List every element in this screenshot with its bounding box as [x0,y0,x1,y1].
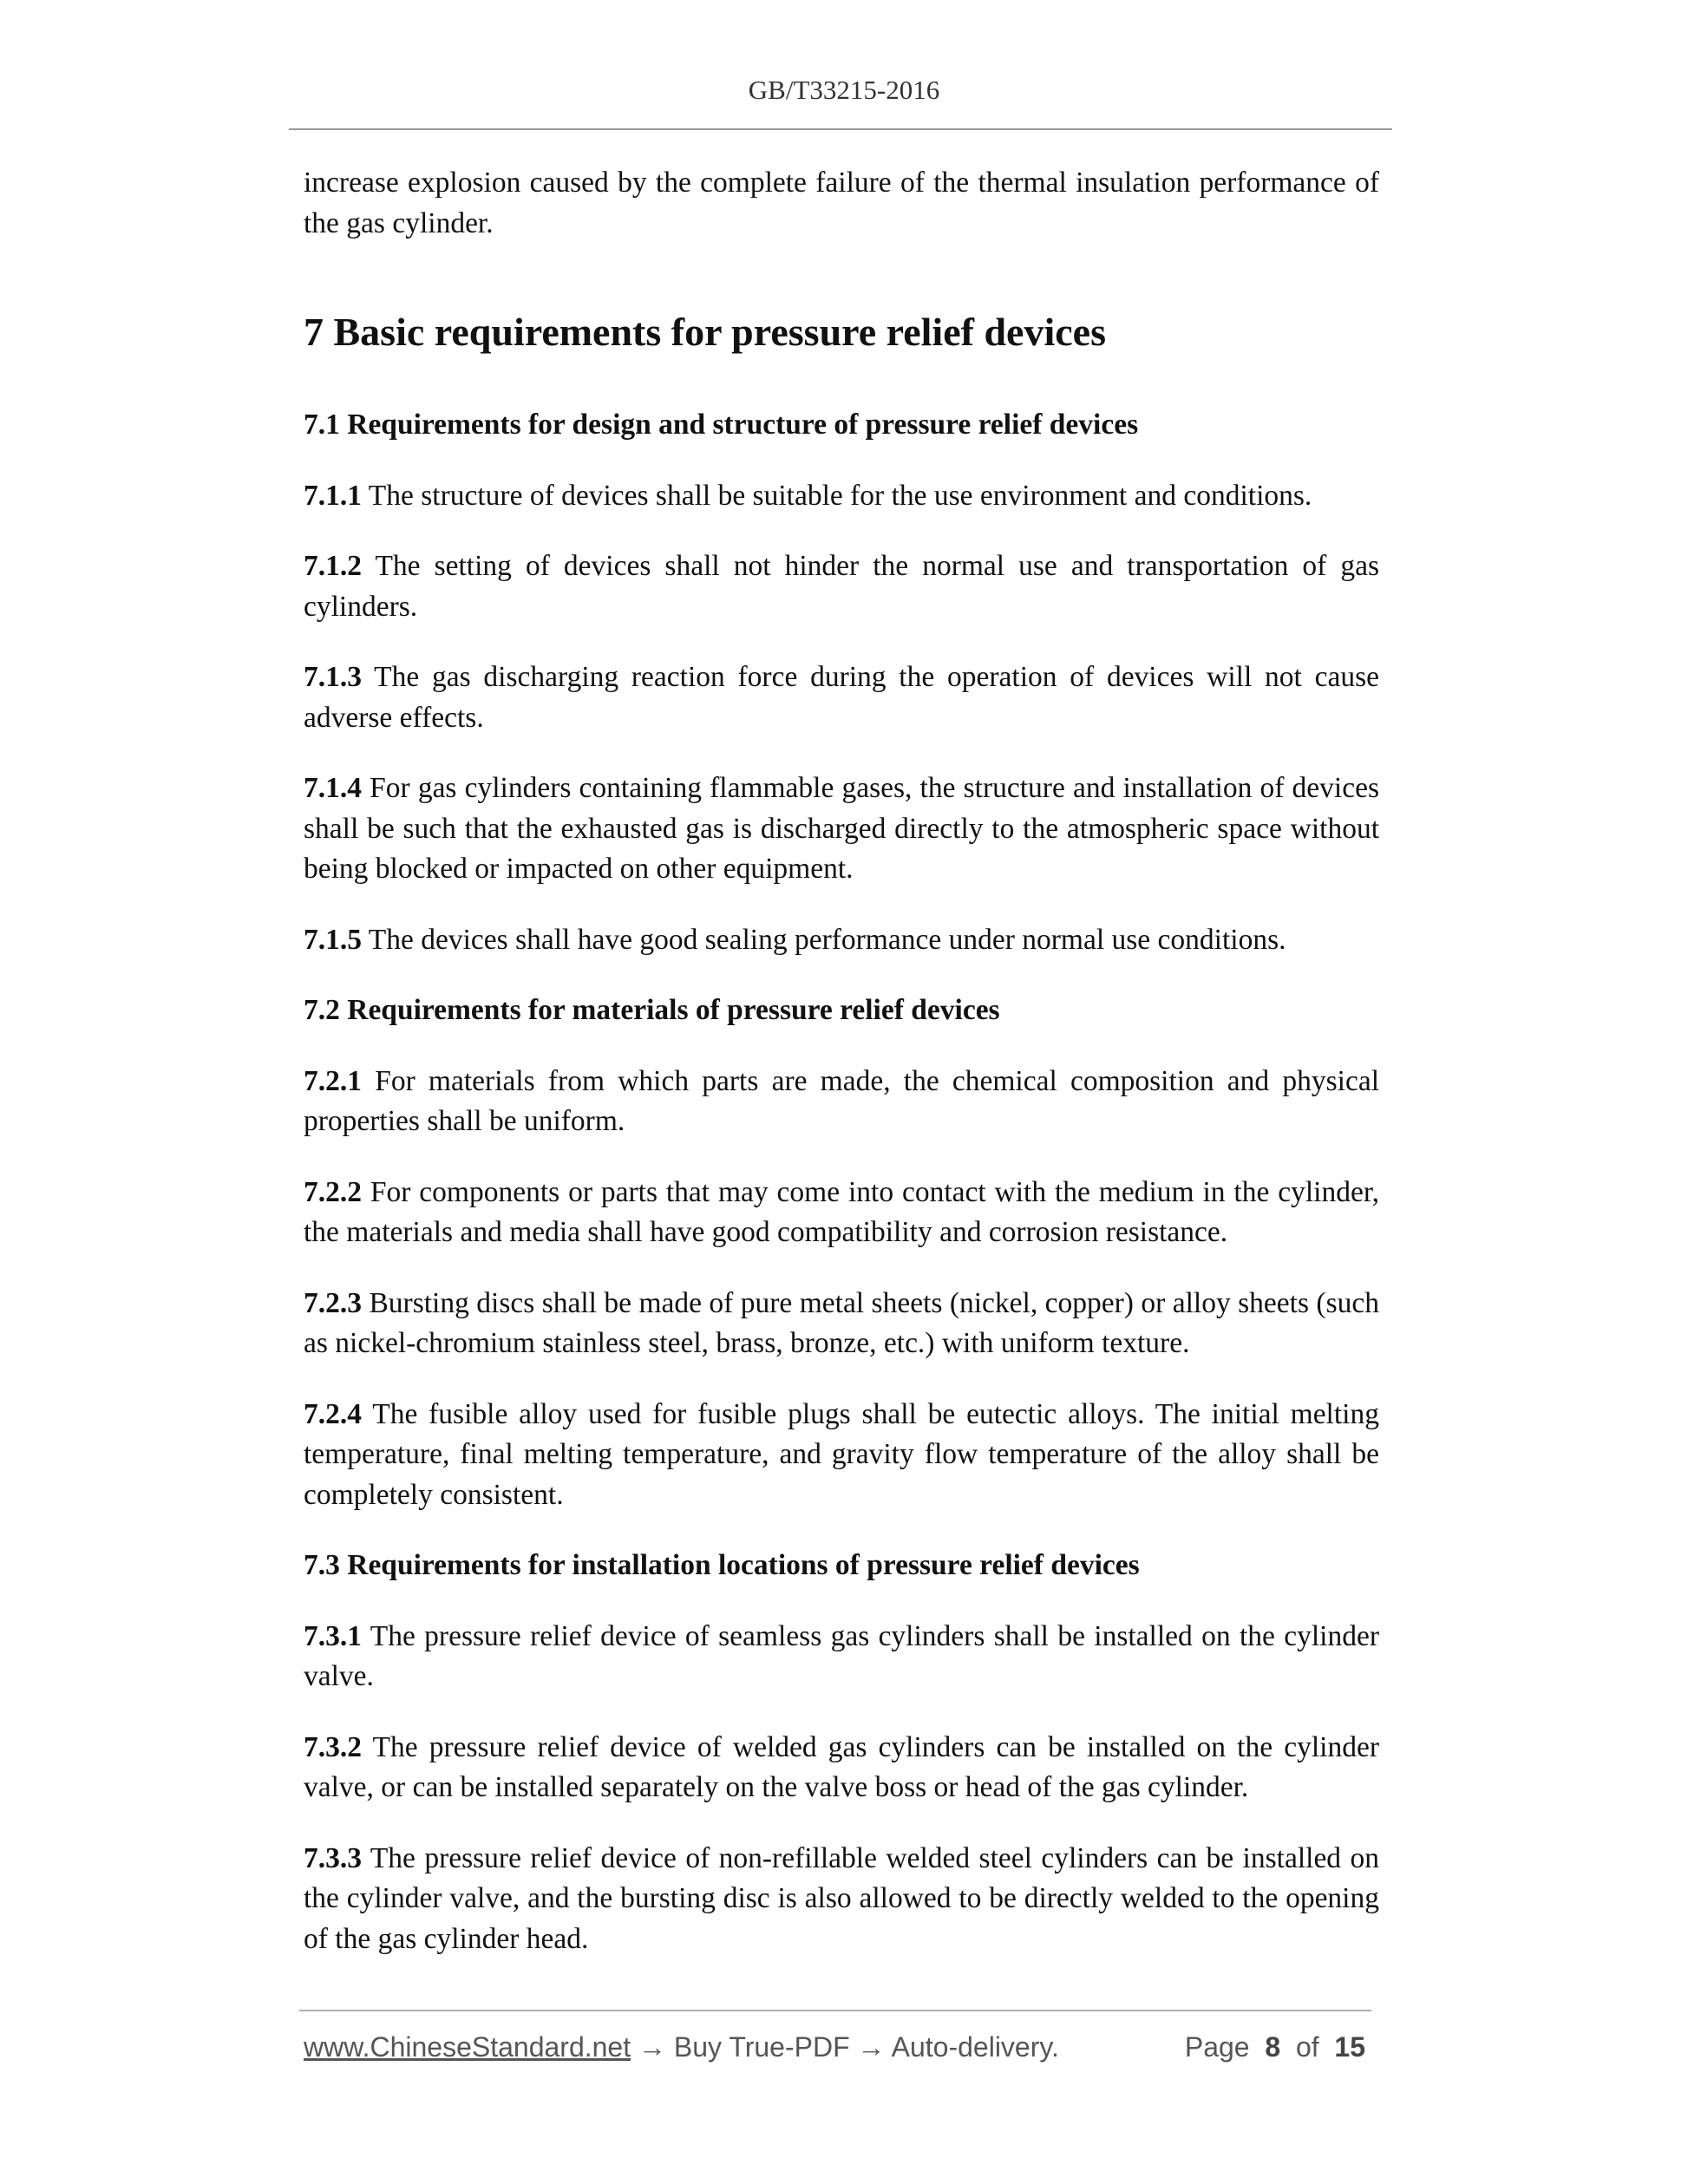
page-total: 15 [1334,2031,1365,2063]
clause-7-2-3 [304,1284,1379,1364]
clause-7-2-2 [304,1173,1379,1253]
clause-number: 7.2.3 [304,1286,362,1319]
footer-divider [299,2010,1371,2011]
clause-number: 7.1.4 [304,772,362,804]
clause-7-1-1 [304,476,1379,517]
clause-text: For components or parts that may come into contact with the medium in the cylinder, the materials and media shall have good compatibility and corrosion resistance. [304,1175,1380,1248]
section-7-2-heading: 7.2 Requirements for materials of pressure relief devices [304,994,1000,1026]
clause-text: Bursting discs shall be made of pure metal sheets (nickel, copper) or alloy sheets (such as nickel-chromium stainless steel, brass, bronze, etc.) with uniform texture. [304,1286,1379,1359]
clause-number: 7.3.1 [304,1619,362,1652]
section-7-title: 7 Basic requirements for pressure relief devices [304,310,1106,354]
page-current: 8 [1265,2031,1281,2063]
clause-text: The pressure relief device of non-refillable welded steel cylinders can be installed on the cylinder valve, and the bursting disc is also allowed to be directly welded to the opening of the gas cylinder head. [304,1841,1379,1955]
header-divider [289,128,1392,130]
clause-number: 7.2.1 [304,1064,362,1097]
clause-7-2-1 [304,1062,1379,1142]
clause-text: The structure of devices shall be suitable for the use environment and conditions. [368,479,1312,512]
footer-tagline: → Buy True-PDF → Auto-delivery. [631,2031,1059,2063]
page-content [304,163,1379,1959]
clause-7-1-4 [304,768,1379,890]
clause-text: The fusible alloy used for fusible plugs shall be eutectic alloys. The initial melting temperature, final melting temperature, and gravity flow temperature of the alloy shall be completely consistent. [304,1397,1379,1511]
clause-7-3-2 [304,1728,1379,1808]
section-7-3-heading: 7.3 Requirements for installation locations of pressure relief devices [304,1549,1140,1581]
clause-number: 7.1.3 [304,661,362,693]
clause-7-1-3 [304,657,1379,738]
clause-text: The devices shall have good sealing performance under normal use conditions. [368,923,1286,956]
intro-paragraph: increase explosion caused by the complete failure of the thermal insulation performance of the gas cylinder. [304,167,1379,239]
clause-text: The pressure relief device of seamless gas cylinders shall be installed on the cylinder valve. [304,1619,1379,1692]
page-label: Page [1184,2031,1250,2063]
clause-7-3-3 [304,1839,1379,1960]
clause-number: 7.1.5 [304,923,362,956]
document-id-header: GB/T33215-2016 [748,75,940,105]
clause-number: 7.3.3 [304,1841,362,1874]
clause-7-2-4 [304,1395,1379,1516]
clause-number: 7.3.2 [304,1730,362,1763]
clause-number: 7.1.2 [304,550,362,582]
clause-text: For materials from which parts are made, the chemical composition and physical properties shall be uniform. [304,1064,1379,1137]
clause-number: 7.2.2 [304,1175,362,1208]
page-indicator [1185,2031,1365,2063]
section-7-1-heading: 7.1 Requirements for design and structure of pressure relief devices [304,409,1139,441]
clause-text: The pressure relief device of welded gas cylinders can be installed on the cylinder valve, or can be installed separately on the valve boss or head of the gas cylinder. [304,1730,1379,1803]
clause-number: 7.2.4 [304,1397,362,1430]
clause-text: For gas cylinders containing flammable gases, the structure and installation of devices shall be such that the exhausted gas is discharged directly to the atmospheric space without being blocked or impacted on other equipment. [304,772,1379,885]
clause-number: 7.1.1 [304,479,362,512]
clause-7-1-5 [304,920,1379,961]
clause-text: The gas discharging reaction force during the operation of devices will not cause adverse effects. [304,661,1379,734]
website-link[interactable]: www.ChineseStandard.net [304,2031,631,2063]
page-footer [304,2031,1371,2063]
clause-7-1-2 [304,546,1379,627]
clause-text: The setting of devices shall not hinder the normal use and transportation of gas cylinders. [304,550,1379,623]
page-of: of [1295,2031,1319,2063]
clause-7-3-1 [304,1617,1379,1697]
